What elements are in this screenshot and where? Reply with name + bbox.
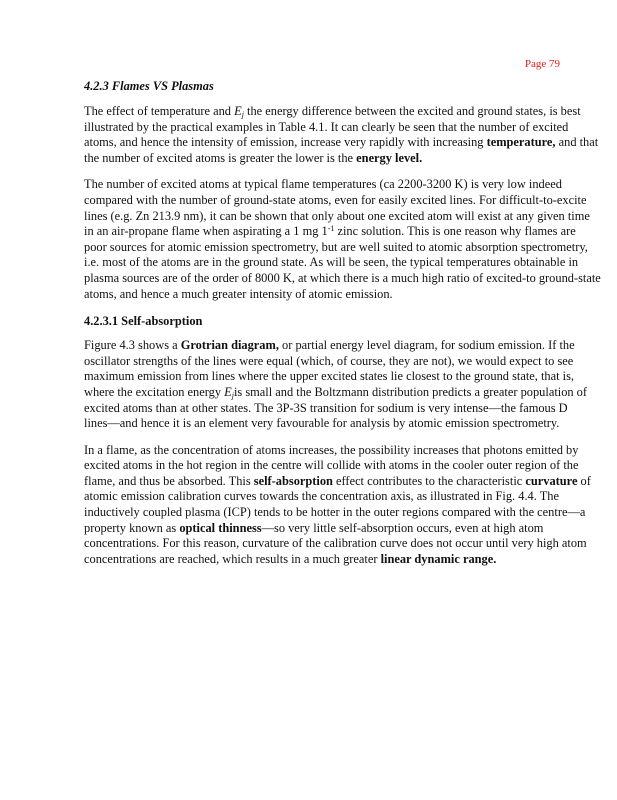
text-run: and that: [555, 135, 599, 150]
text-run: lines—and hence it is an element very favourable for analysis by atomic emission spectrometry.: [84, 416, 560, 431]
text-run: maximum emission from lines where the upper excited states lie closest to the ground state, that is,: [84, 369, 575, 384]
bold-term: energy level.: [356, 150, 423, 165]
text-line: [84, 224, 584, 240]
text-line: [84, 208, 590, 225]
script-text: j: [241, 110, 244, 119]
paragraph: [84, 442, 591, 568]
text-run: —so very little self-absorption occurs, even at high atom: [261, 520, 544, 535]
text-run: In a flame, as the concentration of atoms increases, the possibility increases that photons emitted by: [84, 442, 579, 457]
bold-term: linear dynamic range.: [380, 551, 497, 566]
text-run: E: [224, 384, 232, 399]
subsection-heading: 4.2.3.1 Self-absorption: [84, 314, 203, 329]
text-run: atoms, and hence the intensity of emission, increase very rapidly with increasing: [84, 135, 487, 150]
page-number: Page 79: [524, 58, 560, 70]
text-line: [84, 135, 599, 151]
bold-term: curvature: [525, 473, 578, 488]
text-run: the energy difference between the excited and ground states, is best: [243, 104, 581, 118]
text-line: [84, 458, 584, 474]
text-line: [84, 177, 584, 193]
text-run: lines (e.g. Zn 213.9 nm), it can be shown that only about one excited atom will exist at any given time: [84, 208, 590, 223]
text-line: [84, 104, 584, 120]
text-run: compared with the number of ground-state atoms, even for easily excited lines. For difficult-to-excite: [84, 192, 587, 207]
text-line: [84, 552, 584, 568]
text-run: or partial energy level diagram, for sodium emission. If the: [278, 338, 575, 353]
text-run: where the excitation energy: [84, 384, 225, 399]
text-run: in an air-propane flame when aspirating a 1 mg 1: [84, 224, 328, 239]
text-run: excited atoms than at other states. The 3P-3S transition for sodium is very intense—the famous D: [84, 400, 568, 415]
text-run: atoms, and hence a much greater intensity of atomic emission.: [84, 286, 393, 301]
text-line: [84, 443, 584, 459]
text-line: [84, 287, 584, 303]
text-line: [84, 120, 584, 136]
text-line: [84, 489, 584, 505]
text-run: i.e. most of the atoms are in the ground state. As will be seen, the typical temperatures obtainable in: [84, 255, 579, 270]
paragraph: [84, 104, 599, 166]
script-text: j: [231, 390, 234, 400]
text-line: [84, 239, 588, 256]
text-line: [84, 151, 584, 167]
text-line: [84, 521, 584, 537]
text-line: [84, 416, 584, 432]
bold-term: Grotrian diagram,: [180, 338, 279, 353]
paragraph: [84, 338, 588, 432]
text-run: atomic emission calibration curves towards the concentration axis, as illustrated in Fig. 4.4. The: [84, 489, 559, 504]
text-run: effect contributes to the characteristic: [332, 473, 526, 488]
text-line: [84, 338, 584, 354]
text-run: plasma sources are of the order of 8000 K, at which there is a much high ratio of excited-to ground-state: [84, 270, 601, 285]
document-body: [84, 78, 601, 578]
paragraph: [84, 177, 601, 302]
text-run: inductively coupled plasma (ICP) tends to be hotter in the outer regions compared with the centre—a: [84, 505, 586, 520]
text-line: [84, 473, 591, 490]
text-line: [84, 369, 584, 385]
text-line: [84, 192, 587, 209]
section-heading: 4.2.3 Flames VS Plasmas: [84, 79, 214, 93]
bold-term: temperature,: [486, 135, 556, 150]
text-run: flame, and thus be absorbed. This: [84, 473, 254, 488]
text-line: [84, 255, 584, 271]
bold-term: optical thinness: [179, 520, 262, 535]
script-text: -1: [327, 224, 335, 234]
text-run: oscillator strengths of the lines were equal (which, of course, they are not), we would expect to see: [84, 353, 574, 368]
text-line: [84, 505, 584, 521]
text-run: property known as: [84, 520, 180, 535]
text-line: [84, 270, 601, 287]
bold-term: self-absorption: [253, 473, 333, 488]
text-run: The effect of temperature and: [84, 104, 235, 118]
text-line: [84, 384, 588, 401]
text-run: excited atoms in the hot region in the centre will collide with atoms in the cooler outer region of the: [84, 458, 579, 473]
text-run: concentrations are reached, which results in a much greater: [84, 551, 381, 566]
text-line: [84, 536, 587, 552]
text-line: [84, 401, 584, 417]
text-run: of: [577, 473, 591, 488]
text-run: Figure 4.3 shows a: [84, 338, 181, 353]
text-run: poor sources for atomic emission spectrometry, but are well suited to atomic absorption spectrometry,: [84, 239, 588, 254]
text-line: [84, 354, 584, 370]
text-run: The number of excited atoms at typical flame temperatures (ca 2200-3200 K) is very low indeed: [84, 177, 562, 192]
text-run: is small and the Boltzmann distribution predicts a greater population of: [233, 384, 588, 399]
text-run: the number of excited atoms is greater the lower is the: [84, 150, 357, 165]
text-run: illustrated by the practical examples in Table 4.1. It can clearly be seen that the number of excited: [84, 119, 569, 134]
text-run: concentrations. For this reason, curvature of the calibration curve does not occur until very high atom: [84, 536, 587, 551]
text-run: E: [234, 104, 242, 118]
text-run: zinc solution. This is one reason why flames are: [334, 224, 576, 239]
